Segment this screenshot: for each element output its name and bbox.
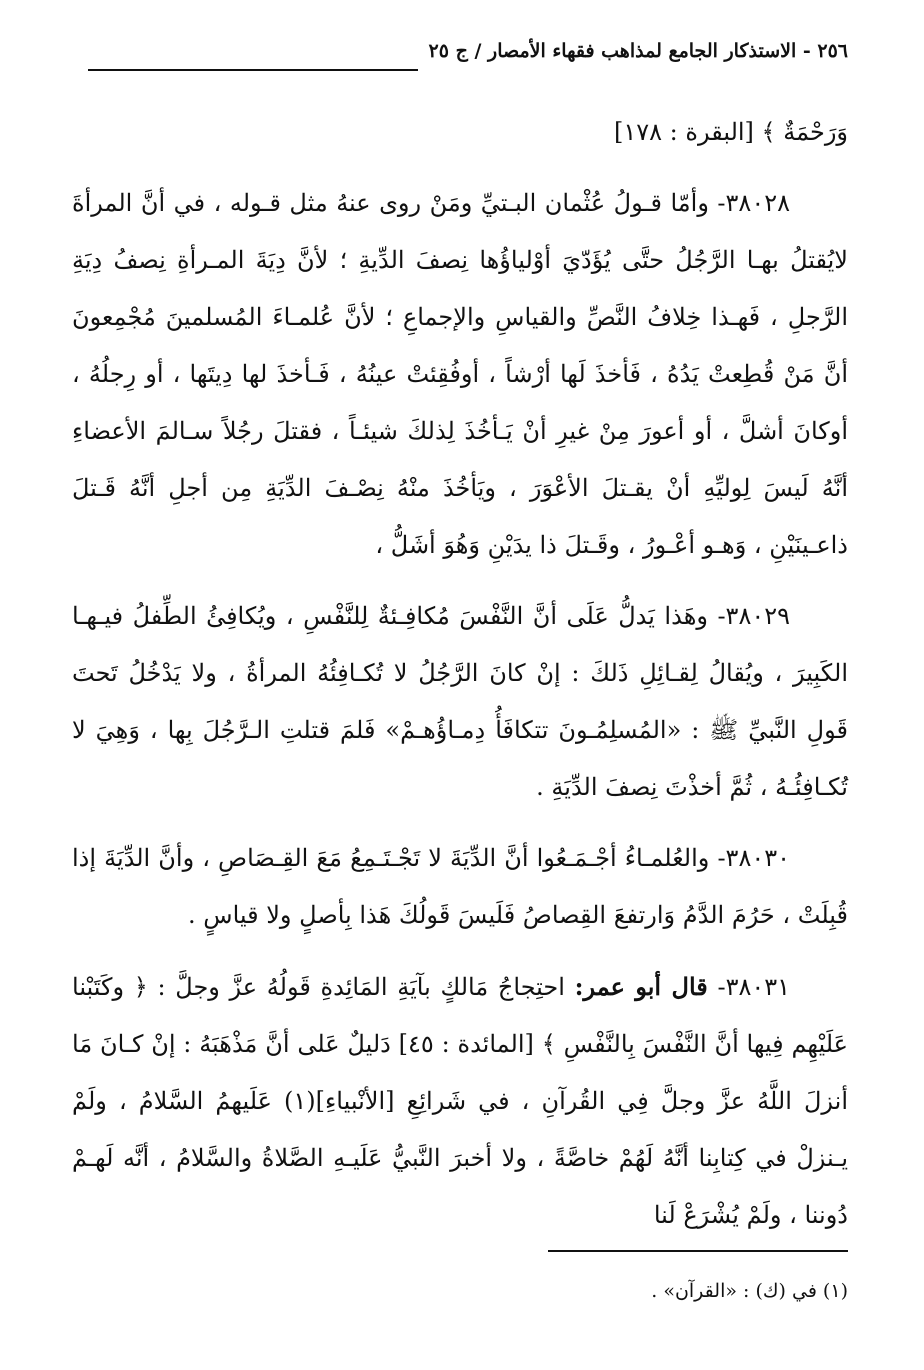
footnote-rule [548,1250,848,1252]
paragraph-number: ٣٨٠٣١- [717,973,791,1001]
paragraph-number: ٣٨٠٢٩- [717,602,790,630]
paragraph-38028 [72,175,848,574]
main-text [72,104,848,1258]
paragraph-text: والعُلمـاءُ أجْـمَـعُوا أنَّ الدِّيَةَ لا تَجْـتَـمِعُ مَعَ القِـصَاصِ ، وأنَّ الدِّيَةَ إذا قُبِلَتْ ، حَرُمَ الدَّمُ وَارتفعَ القِصاصُ فَلَيسَ قَولُكَ هَذا بِأصلٍ ولا قياسٍ . [72,844,848,929]
paragraph-38030 [72,830,848,944]
paragraph-number: ٣٨٠٢٨- [717,189,790,217]
paragraph-text: وَرَحْمَةٌ ﴾ [البقرة : ١٧٨] [613,118,848,146]
footnote: (١) في (ك) : «القرآن» . [651,1280,848,1302]
paragraph-text: احتِجاجُ مَالكٍ بآيَةِ المَائِدةِ قَولُهُ عزَّ وجلَّ : ﴿ وكَتَبْنا عَلَيْهِم فِيها أنَّ النَّفْسَ بِالنَّفْسِ ﴾ [المائدة : ٤٥] دَليلٌ عَلى أنَّ مَذْهَبَهُ : إنْ كـانَ مَا أنزلَ اللَّهُ عزَّ وجلَّ فِي القُرآنِ ، في شَرائِعِ [الأنْبياءِ](١) عَلَيهمُ السَّلامُ ، ولَمْ يـنزلْ في كِتابِنا أنَّهُ لَهُمْ خاصَّةً ، ولا أخبرَ النَّبيُّ عَلَيـهِ الصَّلاةُ والسَّلامُ ، أنَّه لَهـمْ دُوننا ، ولَمْ يُشْرَعْ لَنا [72,973,848,1229]
paragraph-38029 [72,588,848,816]
paragraph-number: ٣٨٠٣٠- [717,844,790,872]
header-rule [88,69,418,71]
paragraph-lead: قال أبو عمر: [574,972,708,1001]
paragraph-continuation [72,104,848,161]
paragraph-text: وهَذا يَدلُّ عَلَى أنَّ النَّفْسَ مُكافِـئةٌ لِلنَّفْسِ ، ويُكافِئُ الطِّفلُ فيـهـا الكَبِيرَ ، ويُقالُ لِقـائِلِ ذَلكَ : إنْ كانَ الرَّجُلُ لا تُكـافِئُهُ المرأةُ ، ولا يَدْخُلُ تَحتَ قَولِ النَّبيِّ ﷺ : «المُسلِمُـونَ تتكافَأُ دِمـاؤُهـمْ» فَلمَ قتلتِ الـرَّجُلَ بِها ، وَهِيَ لا تُكـافِئُـهُ ، ثُمَّ أخذْتَ نِصفَ الدِّيَةِ . [72,602,848,801]
running-header: ٢٥٦ - الاستذكار الجامع لمذاهب فقهاء الأمصار / ج ٢٥ [428,40,848,62]
paragraph-38031 [72,958,848,1244]
paragraph-text: وأمّا قـولُ عُثْمان البـتيِّ ومَنْ روى عنهُ مثل قـوله ، في أنَّ المرأةَ لايُقتلُ بهـا الرَّجُلُ حتَّى يُؤَدّيَ أوْلياؤُها نِصفَ الدِّيةِ ؛ لأنَّ دِيَةَ المـرأةِ نِصفُ دِيَةِ الرَّجلِ ، فَهـذا خِلافُ النَّصِّ والقياسِ والإجماعِ ؛ لأنَّ عُلمـاءَ المُسلمينَ مُجْمِعونَ أنَّ مَنْ قُطِعتْ يَدُهُ ، فَأخذَ لَها أرْشاً ، أوفُقِئتْ عينُهُ ، فَـأخذَ لها دِيتَها ، أو رِجلُهُ ، أوكانَ أشلَّ ، أو أعورَ مِنْ غيرِ أنْ يَـأخُذَ لِذلكَ شيئـاً ، فقتلَ رجُلاً سـالمَ الأعضاءِ أنَّهُ لَيسَ لِوليِّهِ أنْ يقـتلَ الأعْوَرَ ، ويَأخُذَ منْهُ نِصْـفَ الدِّيَةِ مِن أجلِ أنَّهُ قَـتلَ ذاعـينَيْنِ ، وَهـو أعْـورُ ، وقَـتلَ ذا يدَيْنِ وَهُوَ أشَلُّ ، [72,189,848,559]
